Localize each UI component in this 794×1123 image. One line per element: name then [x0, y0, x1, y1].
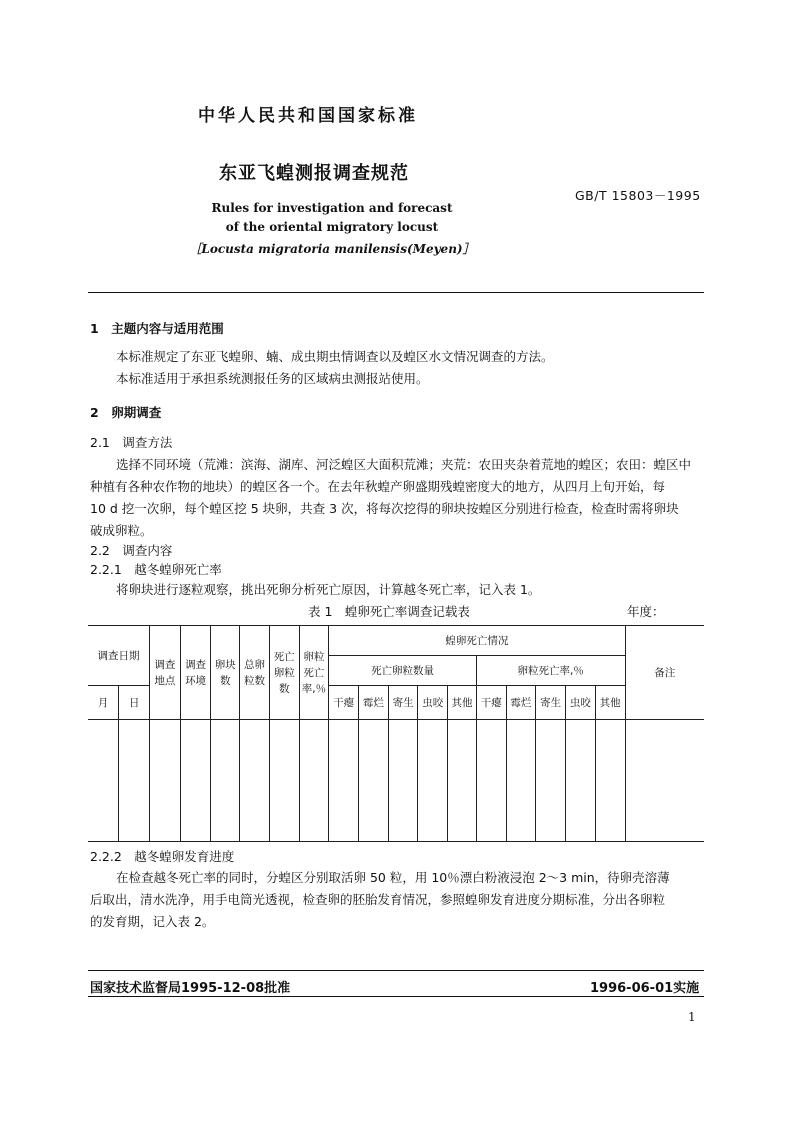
- cause-header: 其他: [448, 686, 477, 720]
- col-survey-location: 调查地点: [149, 626, 180, 720]
- cause-header: 虫咬: [418, 686, 448, 720]
- table-1-year-label: 年度：: [627, 604, 665, 619]
- col-dead-egg-count: 死亡卵粒数: [269, 626, 299, 720]
- col-egg-block-count: 卵块数: [211, 626, 240, 720]
- section-2-2-2-line-2: 后取出，清水洗净，用手电筒光透视，检查卵的胚胎发育情况，参照蝗卵发育进度分期标准，分出各卵粒: [90, 892, 666, 907]
- col-survey-environment: 调查环境: [180, 626, 211, 720]
- col-survey-date: 调查日期: [88, 626, 149, 686]
- col-remarks: 备注: [625, 626, 704, 720]
- footer-bottom-rule: [88, 996, 704, 997]
- section-2-2-2-heading: 2.2.2 越冬蝗卵发育进度: [90, 849, 235, 864]
- col-rate-group: 卵粒死亡率,％: [476, 656, 625, 686]
- implementation-date: 1996-06-01实施: [590, 981, 700, 996]
- section-2-1-line-4: 破成卵粒。: [90, 523, 153, 538]
- section-2-2-2-line-1: 在检查越冬死亡率的同时，分蝗区分别取活卵 50 粒，用 10％漂白粉液浸泡 2～3 min，待卵壳溶薄: [116, 870, 670, 885]
- section-2-1-line-1: 选择不同环境（荒滩：滨海、湖库、河泛蝗区大面积荒滩；夹荒：农田夹杂着荒地的蝗区；农田：蝗区中: [116, 457, 692, 472]
- cause-header: 霉烂: [506, 686, 536, 720]
- section-1-heading: 1 主题内容与适用范围: [90, 321, 224, 336]
- title-en-line3: ［Locusta migratoria manilensis(Meyen)］: [189, 242, 475, 256]
- cause-header: 寄生: [536, 686, 566, 720]
- footer-divider: [88, 970, 704, 971]
- table-1: [88, 625, 704, 842]
- table-1-caption: 表 1 蝗卵死亡率调查记载表: [308, 604, 470, 619]
- section-2-2-heading: 2.2 调查内容: [90, 543, 173, 558]
- section-2-1-line-3: 10 d 挖一次卵，每个蝗区挖 5 块卵，共查 3 次，将每次挖得的卵块按蝗区分别进行检查，检查时需将卵块: [90, 501, 679, 516]
- section-2-2-1-heading: 2.2.1 越冬蝗卵死亡率: [90, 562, 222, 577]
- national-standard-title: 中华人民共和国国家标准: [198, 106, 418, 126]
- cause-header: 霉烂: [359, 686, 389, 720]
- cause-header: 其他: [595, 686, 625, 720]
- section-2-1-heading: 2.1 调查方法: [90, 435, 173, 450]
- standard-title-cn: 东亚飞蝗测报调查规范: [219, 163, 409, 184]
- title-en-line1: Rules for investigation and forecast: [211, 201, 453, 215]
- section-1-paragraph-1: 本标准规定了东亚飞蝗卵、蝻、成虫期虫情调查以及蝗区水文情况调查的方法。: [116, 349, 554, 364]
- table-empty-data-row: [88, 720, 704, 842]
- page-number: 1: [688, 1010, 696, 1024]
- col-egg-death-rate: 卵粒死亡率,％: [299, 626, 329, 720]
- standard-code: GB/T 15803－1995: [575, 188, 701, 203]
- cause-header: 干瘪: [329, 686, 359, 720]
- section-1-paragraph-2: 本标准适用于承担系统测报任务的区域病虫测报站使用。: [116, 371, 429, 386]
- title-en-line2: of the oriental migratory locust: [225, 220, 439, 234]
- section-2-2-2-line-3: 的发育期，记入表 2。: [90, 914, 215, 929]
- section-2-heading: 2 卵期调查: [90, 405, 162, 420]
- header-divider: [88, 292, 704, 293]
- col-mortality-group: 蝗卵死亡情况: [329, 626, 625, 656]
- approval-date: 国家技术监督局1995-12-08批准: [90, 981, 291, 996]
- cause-header: 干瘪: [476, 686, 506, 720]
- col-dead-count-group: 死亡卵粒数量: [329, 656, 477, 686]
- cause-header: 寄生: [388, 686, 418, 720]
- cause-header: 虫咬: [566, 686, 596, 720]
- col-total-egg-count: 总卵粒数: [240, 626, 270, 720]
- section-2-2-1-paragraph: 将卵块进行逐粒观察，挑出死卵分析死亡原因，计算越冬死亡率，记入表 1。: [116, 582, 541, 597]
- col-day: 日: [119, 686, 150, 720]
- col-month: 月: [88, 686, 119, 720]
- section-2-1-line-2: 种植有各种农作物的地块）的蝗区各一个。在去年秋蝗产卵盛期残蝗密度大的地方，从四月上旬开始，每: [90, 479, 666, 494]
